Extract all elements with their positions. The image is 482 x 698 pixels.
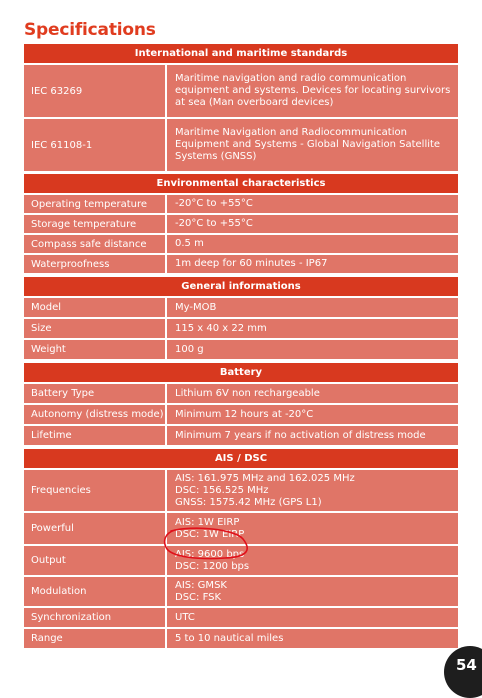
page-number-badge xyxy=(444,646,482,698)
row-value xyxy=(167,195,458,213)
row-value xyxy=(167,426,458,445)
row-value-line: Systems (GNSS) xyxy=(175,151,257,162)
row-value-line: My-MOB xyxy=(175,301,217,313)
row-label: Storage temperature xyxy=(24,215,165,233)
row-label: Autonomy (distress mode) xyxy=(24,405,165,424)
row-label: Synchronization xyxy=(24,608,165,627)
row-value-line: AIS: 9600 bps xyxy=(175,548,245,560)
row-label: Output xyxy=(24,546,165,575)
table-row xyxy=(24,608,458,627)
row-value-line: -20°C to +55°C xyxy=(175,218,253,229)
table-row xyxy=(24,255,458,273)
row-value xyxy=(167,298,458,317)
row-value xyxy=(167,215,458,233)
row-value-line: AIS: GMSK xyxy=(175,579,227,591)
row-value-line: DSC: FSK xyxy=(175,591,222,603)
row-value-line: 100 g xyxy=(175,343,204,355)
table-row xyxy=(24,629,458,648)
row-value xyxy=(167,405,458,424)
table-row xyxy=(24,235,458,253)
row-value-line: Equipment and Systems - Global Navigation Satellite xyxy=(175,139,441,150)
row-value-line: at sea (Man overboard devices) xyxy=(175,97,334,108)
section-header-environmental: Environmental characteristics xyxy=(24,174,458,193)
row-label: Waterproofness xyxy=(24,255,165,273)
section-header-general: General informations xyxy=(24,277,458,296)
row-value-line: 1m deep for 60 minutes - IP67 xyxy=(175,258,328,269)
row-value xyxy=(167,470,458,511)
row-value xyxy=(167,119,458,171)
annotation-circle xyxy=(163,527,255,561)
row-value xyxy=(167,608,458,627)
table-row xyxy=(24,65,458,117)
row-value xyxy=(167,65,458,117)
row-label: IEC 63269 xyxy=(24,65,165,117)
row-label: IEC 61108-1 xyxy=(24,119,165,171)
row-value-line: DSC: 1200 bps xyxy=(175,560,250,572)
row-value-line: Maritime navigation and radio communication xyxy=(175,73,407,84)
row-value xyxy=(167,384,458,403)
row-value xyxy=(167,319,458,338)
row-label: Battery Type xyxy=(24,384,165,403)
table-row xyxy=(24,577,458,606)
row-value-line: DSC: 156.525 MHz xyxy=(175,484,269,496)
table-row xyxy=(24,298,458,317)
row-value xyxy=(167,340,458,359)
row-label: Operating temperature xyxy=(24,195,165,213)
section-header-standards: International and maritime standards xyxy=(24,44,458,63)
row-value xyxy=(167,235,458,253)
row-value xyxy=(167,629,458,648)
row-value-line: 0.5 m xyxy=(175,238,204,249)
row-value xyxy=(167,577,458,606)
table-row xyxy=(24,384,458,403)
table-row xyxy=(24,470,458,511)
row-value-line: AIS: 161.975 MHz and 162.025 MHz xyxy=(175,472,355,484)
page-title: Specifications xyxy=(24,20,156,40)
row-label: Size xyxy=(24,319,165,338)
row-value-line: DSC: 1W EIRP xyxy=(175,528,245,540)
table-row xyxy=(24,195,458,213)
row-label: Modulation xyxy=(24,577,165,606)
row-value-line: Minimum 7 years if no activation of distress mode xyxy=(175,429,426,441)
section-header-ais-dsc: AIS / DSC xyxy=(24,449,458,468)
table-row xyxy=(24,319,458,338)
row-value-line: -20°C to +55°C xyxy=(175,198,253,209)
row-label: Lifetime xyxy=(24,426,165,445)
section-header-battery: Battery xyxy=(24,363,458,382)
table-row xyxy=(24,119,458,171)
row-label: Weight xyxy=(24,340,165,359)
table-row xyxy=(24,340,458,359)
row-value-line: equipment and systems. Devices for locating survivors xyxy=(175,85,451,96)
row-label: Powerful xyxy=(24,513,165,544)
row-label: Compass safe distance xyxy=(24,235,165,253)
row-value-line: Maritime Navigation and Radiocommunication xyxy=(175,127,407,138)
table-row xyxy=(24,426,458,445)
page-number: 54 xyxy=(456,656,477,674)
row-value-line: GNSS: 1575.42 MHz (GPS L1) xyxy=(175,496,322,508)
row-label: Range xyxy=(24,629,165,648)
row-label: Frequencies xyxy=(24,470,165,511)
row-value-line: UTC xyxy=(175,611,195,623)
row-value xyxy=(167,255,458,273)
row-value-line: 115 x 40 x 22 mm xyxy=(175,322,267,334)
table-row xyxy=(24,405,458,424)
row-value-line: Minimum 12 hours at -20°C xyxy=(175,408,314,420)
row-label: Model xyxy=(24,298,165,317)
table-row xyxy=(24,215,458,233)
row-value-line: Lithium 6V non rechargeable xyxy=(175,387,320,399)
row-value-line: 5 to 10 nautical miles xyxy=(175,632,284,644)
row-value-line: AIS: 1W EIRP xyxy=(175,516,240,528)
